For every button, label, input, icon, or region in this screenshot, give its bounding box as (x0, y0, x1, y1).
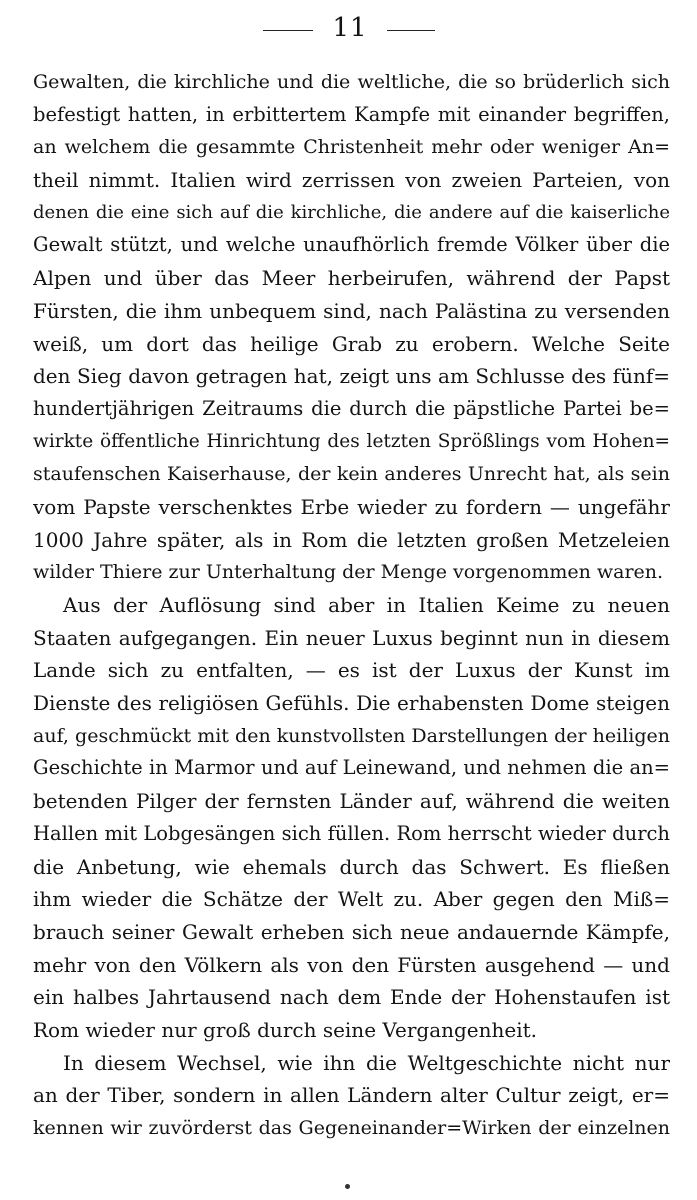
page-mark (345, 1184, 350, 1189)
text-line: an der Tiber, sondern in allen Ländern alter Cultur zeigt, er= (33, 1083, 670, 1108)
text-line: betenden Pilger der fernsten Länder auf, während die weiten (33, 789, 670, 814)
text-line: den Sieg davon getragen hat, zeigt uns am Schlusse des fünf= (33, 364, 670, 389)
text-line: die Anbetung, wie ehemals durch das Schwert. Es fließen (33, 854, 670, 879)
text-line: kennen wir zuvörderst das Gegeneinander=Wirken der einzelnen (33, 1117, 670, 1139)
text-line: Staaten aufgegangen. Ein neuer Luxus beginnt nun in diesem (33, 625, 670, 650)
text-line: Lande sich zu entfalten, — es ist der Luxus der Kunst im (33, 658, 670, 683)
text-line: an welchem die gesammte Christenheit mehr oder weniger An= (33, 136, 670, 159)
text-line: wirkte öffentliche Hinrichtung des letzten Sprößlings vom Hohen= (33, 430, 670, 452)
header-rule-left (263, 30, 313, 31)
text-line: vom Papste verschenktes Erbe wieder zu fordern — ungefähr (33, 494, 670, 519)
page-header (0, 12, 697, 44)
text-line: denen die eine sich auf die kirchliche, die andere auf die kaiserliche (33, 201, 670, 223)
text-line: Gewalten, die kirchliche und die weltliche, die so brüderlich sich (33, 71, 670, 93)
text-line: ein halbes Jahrtausend nach dem Ende der Hohenstaufen ist (33, 985, 670, 1010)
text-line: befestigt hatten, in erbittertem Kampfe mit einander begriffen, (33, 102, 670, 126)
text-line: mehr von den Völkern als von den Fürsten ausgehend — und (33, 952, 670, 977)
text-line: Hallen mit Lobgesängen sich füllen. Rom herrscht wieder durch (33, 821, 670, 845)
text-line: wilder Thiere zur Unterhaltung der Menge vorgenommen waren. (33, 561, 664, 584)
body-text (33, 66, 670, 1145)
text-line: staufenschen Kaiserhause, der kein anderes Unrecht hat, als sein (33, 463, 670, 486)
text-line: ihm wieder die Schätze der Welt zu. Aber gegen den Miß= (33, 887, 670, 912)
text-line: Gewalt stützt, und welche unaufhörlich fremde Völker über die (33, 233, 670, 257)
text-line: Rom wieder nur groß durch seine Vergangenheit. (33, 1017, 538, 1042)
text-line: auf, geschmückt mit den kunstvollsten Darstellungen der heiligen (33, 724, 670, 747)
text-line: In diesem Wechsel, wie ihn die Weltgeschichte nicht nur (63, 1050, 670, 1075)
text-line: Dienste des religiösen Gefühls. Die erhabensten Dome steigen (33, 691, 670, 716)
text-line: hundertjährigen Zeitraums die durch die päpstliche Partei be= (33, 396, 670, 420)
text-line: Geschichte in Marmor und auf Leinewand, und nehmen die an= (33, 756, 670, 780)
text-line: weiß, um dort das heilige Grab zu erobern. Welche Seite (33, 331, 670, 356)
text-line: theil nimmt. Italien wird zerrissen von zweien Parteien, von (33, 168, 670, 193)
text-line: Fürsten, die ihm unbequem sind, nach Palästina zu versenden (33, 298, 670, 323)
text-line: brauch seiner Gewalt erheben sich neue andauernde Kämpfe, (33, 919, 670, 944)
header-rule-right (387, 30, 435, 31)
text-line: Alpen und über das Meer herbeirufen, während der Papst (33, 266, 670, 291)
page-number: 11 (332, 13, 368, 43)
text-line: Aus der Auflösung sind aber in Italien Keime zu neuen (63, 593, 670, 617)
text-line: 1000 Jahre später, als in Rom die letzten großen Metzeleien (33, 527, 670, 552)
